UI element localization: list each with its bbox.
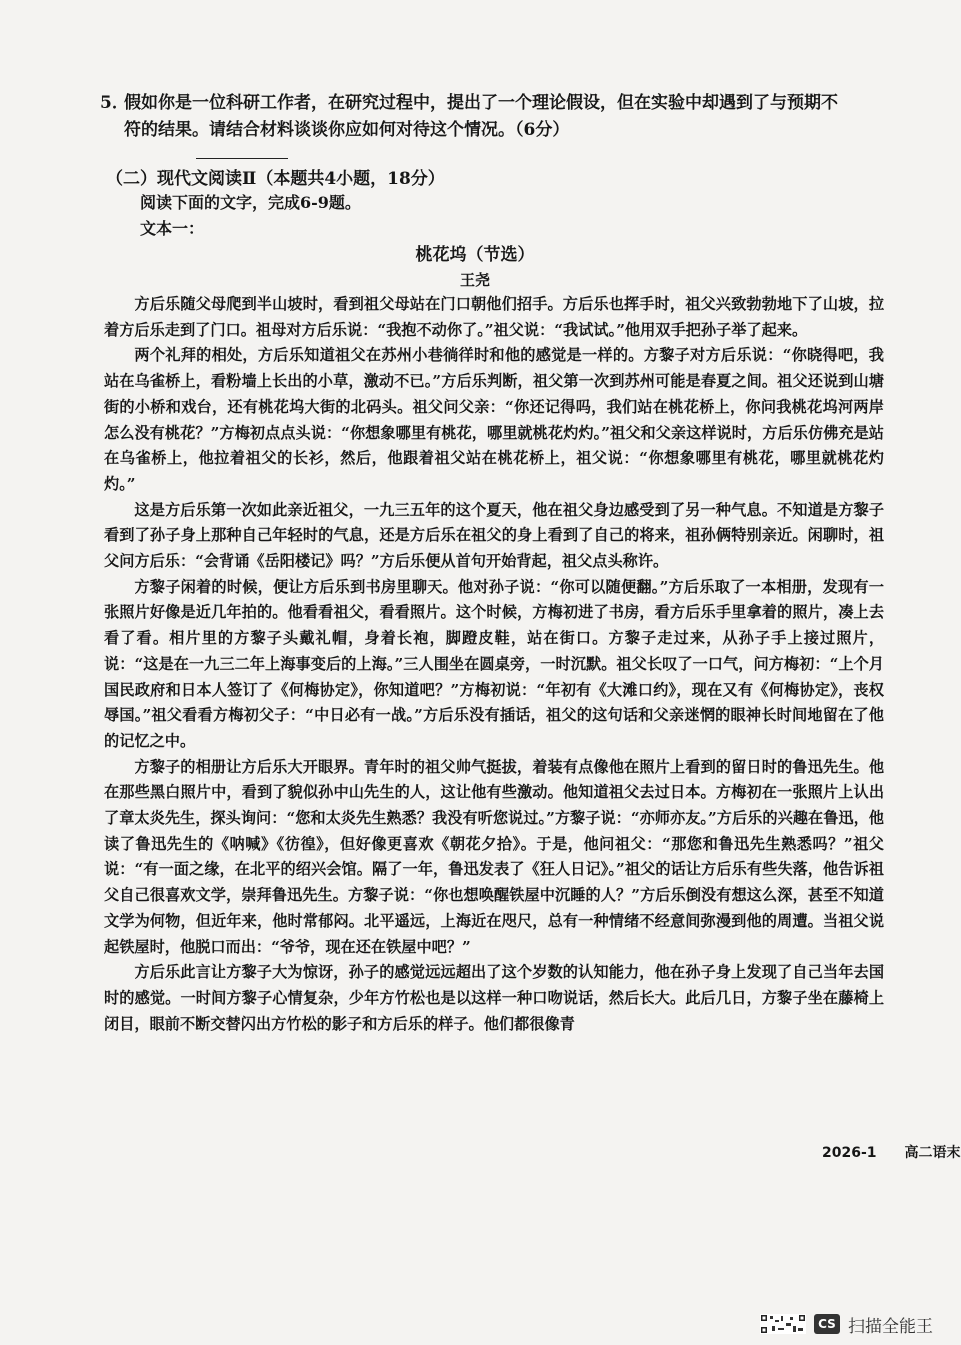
question-text-line2: 符的结果。请结合材料谈谈你应如何对待这个情况。（6分） <box>124 120 570 140</box>
scanner-app-name: 扫描全能王 <box>848 1316 933 1337</box>
paragraph: 方黎子闲着的时候，便让方后乐到书房里聊天。他对孙子说：“你可以随便翻。”方后乐取了一本相册，发现有一张照片好像是近几年拍的。他看看祖父，看看照片。这个时候，方梅初进了书房，看方后乐手里拿着的照片，凑上去看了看。相片里的方黎子头戴礼帽，身着长袍，脚蹬皮鞋，站在街口。方黎子走过来，从孙子手上接过照片，说：“这是在一九三二年上海事变后的上海。”三人围坐在圆桌旁，一时沉默。祖父长叹了一口气，问方梅初：“上个月国民政府和日本人签订了《何梅协定》，你知道吧？”方梅初说：“年初有《大滩口约》，现在又有《何梅协定》，丧权辱国。”祖父看看方梅初父子：“中日必有一战。”方后乐没有插话，祖父的这句话和父亲迷惘的眼神长时间地留在了他的记忆之中。 <box>104 577 884 750</box>
question-5 <box>100 90 880 144</box>
exam-subject: 高二语末 <box>904 1145 961 1161</box>
paragraph: 方后乐随父母爬到半山坡时，看到祖父母站在门口朝他们招手。方后乐也挥手时，祖父兴致勃勃地下了山坡，拉着方后乐走到了门口。祖母对方后乐说：“我抱不动你了。”祖父说：“我试试。”他用双手把孙子举了起来。 <box>104 295 884 339</box>
paragraph: 方后乐此言让方黎子大为惊讶，孙子的感觉远远超出了这个岁数的认知能力，他在孙子身上发现了自己当年去国时的感觉。一时间方黎子心情复杂，少年方竹松也是以这样一种口吻说话，然后长大。此后几日，方黎子坐在藤椅上闭目，眼前不断交替闪出方竹松的影子和方后乐的样子。他们都很像青 <box>104 963 884 1033</box>
section-title: （二）现代文阅读Ⅱ（本题共4小题，18分） <box>106 169 445 189</box>
scanner-watermark <box>760 1310 933 1338</box>
reading-instruction: 阅读下面的文字，完成6-9题。 <box>140 193 361 212</box>
section-divider <box>196 158 288 159</box>
article-body <box>104 292 884 1037</box>
paragraph: 方黎子的相册让方后乐大开眼界。青年时的祖父帅气挺拔，着装有点像他在照片上看到的留日时的鲁迅先生。他在那些黑白照片中，看到了貌似孙中山先生的人，这让他有些激动。他知道祖父去过日本。方梅初在一张照片上认出了章太炎先生，探头询问：“您和太炎先生熟悉？我没有听您说过。”方黎子说：“亦师亦友。”方后乐的兴趣在鲁迅，他读了鲁迅先生的《呐喊》《彷徨》，但好像更喜欢《朝花夕拾》。于是，他问祖父：“那您和鲁迅先生熟悉吗？”祖父说：“有一面之缘，在北平的绍兴会馆。隔了一年，鲁迅发表了《狂人日记》。”祖父的话让方后乐有些失落，他告诉祖父自己很喜欢文学，崇拜鲁迅先生。方黎子说：“你也想唤醒铁屋中沉睡的人？”方后乐倒没有想这么深，甚至不知道文学为何物，但近年来，他时常郁闷。北平遥远，上海近在咫尺，总有一种情绪不经意间弥漫到他的周遭。当祖父说起铁屋时，他脱口而出：“爷爷，现在还在铁屋中吧？” <box>104 757 884 956</box>
page-footer <box>822 1142 961 1162</box>
paragraph: 这是方后乐第一次如此亲近祖父，一九三五年的这个夏天，他在祖父身边感受到了另一种气息。不知道是方黎子看到了孙子身上那种自己年轻时的气息，还是方后乐在祖父的身上看到了自己的将来，祖孙俩特别亲近。闲聊时，祖父问方后乐：“会背诵《岳阳楼记》吗？”方后乐便从首句开始背起，祖父点头称许。 <box>104 500 884 571</box>
qr-code-icon <box>760 1314 806 1334</box>
paragraph: 两个礼拜的相处，方后乐知道祖父在苏州小巷徜徉时和他的感觉是一样的。方黎子对方后乐说：“你晓得吧，我站在乌雀桥上，看粉墙上长出的小草，激动不已。”方后乐判断，祖父第一次到苏州可能是春夏之间。祖父还说到山塘街的小桥和戏台，还有桃花坞大街的北码头。祖父问父亲：“你还记得吗，我们站在桃花桥上，你问我桃花坞河两岸怎么没有桃花？”方梅初点点头说：“你想象哪里有桃花，哪里就桃花灼灼。”祖父和父亲这样说时，方后乐仿佛充是站在乌雀桥上，他拉着祖父的长衫，然后，他跟着祖父站在桃花桥上，祖父说：“你想象哪里有桃花，哪里就桃花灼灼。” <box>104 346 884 493</box>
article-title: 桃花坞（节选） <box>415 245 535 265</box>
text-label: 文本一： <box>140 219 205 238</box>
article-author: 王尧 <box>459 271 490 289</box>
question-text-line1: 假如你是一位科研工作者，在研究过程中，提出了一个理论假设，但在实验中却遇到了与预期不 <box>124 93 838 113</box>
question-number: 5． <box>100 93 129 113</box>
cs-logo-icon: CS <box>814 1314 840 1334</box>
exam-code: 2026-1 <box>822 1145 877 1161</box>
